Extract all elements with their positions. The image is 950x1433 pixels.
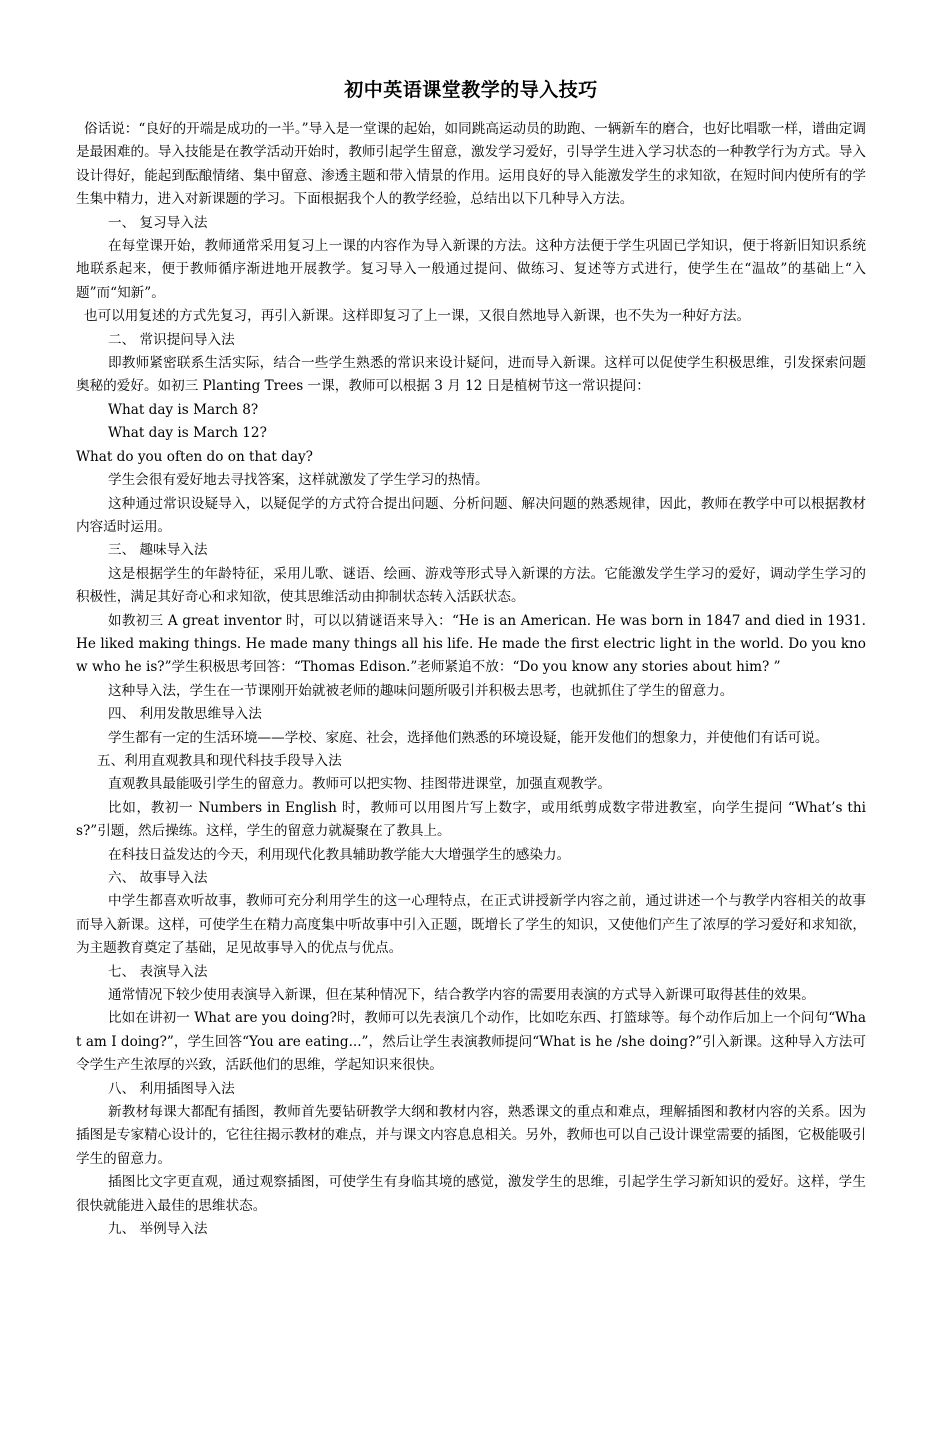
paragraph: 直观教具最能吸引学生的留意力。教师可以把实物、挂图带进课堂，加强直观教学。 <box>108 776 611 793</box>
paragraph: 插图比文字更直观，通过观察插图，可使学生有身临其境的感觉，激发学生的思维，引起学生学习新知识的爱好。这样，学生很快就能进入最佳的思维状态。 <box>76 1174 866 1214</box>
paragraph: 五、利用直观教具和现代科技手段导入法 <box>97 752 342 769</box>
paragraph: What do you often do on that day? <box>76 448 313 465</box>
paragraph: 一、 复习导入法 <box>108 214 208 231</box>
paragraph: 八、 利用插图导入法 <box>108 1080 235 1097</box>
paragraph: 九、 举例导入法 <box>108 1221 208 1238</box>
paragraph: 六、 故事导入法 <box>108 870 208 886</box>
paragraph: 新教材每课大都配有插图，教师首先要钻研教学大纲和教材内容，熟悉课文的重点和难点，理解插图和教材内容的关系。因为插图是专家精心设计的，它往往揭示教材的难点，并与课文内容息息相关。另外，教师也可以自己设计课堂需要的插图，它极能吸引学生的留意力。 <box>76 1104 866 1167</box>
paragraph: 七、 表演导入法 <box>108 963 208 980</box>
paragraph: 二、 常识提问导入法 <box>108 331 235 348</box>
document-page <box>76 76 866 1242</box>
paragraph: 即教师紧密联系生活实际，结合一些学生熟悉的常识来设计疑问，进而导入新课。这样可以促使学生积极思维，引发探索问题奥秘的爱好。如初三 Planting Trees 一课，教师可以根据 3 月 12 日是植树节这一常识提问： <box>76 355 866 395</box>
paragraph: What day is March 12? <box>108 425 267 442</box>
paragraph: 学生会很有爱好地去寻找答案，这样就激发了学生学习的热情。 <box>108 472 489 489</box>
paragraph: 在科技日益发达的今天，利用现代化教具辅助教学能大大增强学生的感染力。 <box>108 846 571 863</box>
paragraph: 三、 趣味导入法 <box>108 542 208 559</box>
paragraph: 也可以用复述的方式先复习，再引入新课。这样即复习了上一课，又很自然地导入新课，也不失为一种好方法。 <box>84 308 751 325</box>
paragraph: 中学生都喜欢听故事，教师可充分利用学生的这一心理特点，在正式讲授新学内容之前，通过讲述一个与教学内容相关的故事而导入新课。这样，可使学生在精力高度集中听故事中引入正题，既增长了学生的知识，又使他们产生了浓厚的学习爱好和求知欲，为主题教育奠定了基础，足见故事导入的优点与优点。 <box>76 893 866 957</box>
paragraph: 这种通过常识设疑导入，以疑促学的方式符合提出问题、分析问题、解决问题的熟悉规律，因此，教师在教学中可以根据教材内容适时运用。 <box>76 495 866 535</box>
paragraph: 通常情况下较少使用表演导入新课，但在某种情况下，结合教学内容的需要用表演的方式导入新课可取得甚佳的效果。 <box>108 987 815 1004</box>
paragraph: 如教初三 A great inventor 时，可以以猜谜语来导入：“He is an American. He was born in 1847 and died in 1931. He liked making things. He made many things all his life. He made the first electric light in the world. Do you know who he is?”学生积极思考回答：“Thomas Edison.”老师紧追不放：“Do you know any stories about him? ” <box>76 612 866 676</box>
paragraph: 这种导入法，学生在一节课刚开始就被老师的趣味问题所吸引并积极去思考，也就抓住了学生的留意力。 <box>108 682 734 699</box>
paragraph: 比如，教初一 Numbers in English 时，教师可以用图片写上数字，或用纸剪成数字带进教室，向学生提问 “What’s this?”引题，然后操练。这样，学生的留意力就凝聚在了教具上。 <box>76 799 866 840</box>
paragraph: 四、 利用发散思维导入法 <box>108 706 262 723</box>
paragraph: 比如在讲初一 What are you doing?时，教师可以先表演几个动作，比如吃东西、打篮球等。每个动作后加上一个问句“What am I doing?”，学生回答“You are eating...”，然后让学生表演教师提问“What is he /she doing?”引入新课。这种导入方法可令学生产生浓厚的兴致，活跃他们的思维，学起知识来很快。 <box>76 1010 866 1074</box>
paragraph: 学生都有一定的生活环境——学校、家庭、社会，选择他们熟悉的环境设疑，能开发他们的想象力，并使他们有话可说。 <box>108 729 829 746</box>
paragraph: 在每堂课开始，教师通常采用复习上一课的内容作为导入新课的方法。这种方法便于学生巩固已学知识，便于将新旧知识系统地联系起来，便于教师循序渐进地开展教学。复习导入一般通过提问、做练习、复述等方式进行，使学生在“温故”的基础上“入题”而“知新”。 <box>76 238 866 301</box>
paragraph: 这是根据学生的年龄特征，采用儿歌、谜语、绘画、游戏等形式导入新课的方法。它能激发学生学习的爱好，调动学生学习的积极性，满足其好奇心和求知欲，使其思维活动由抑制状态转入活跃状态。 <box>76 565 866 606</box>
document-body <box>76 118 866 1242</box>
paragraph: What day is March 8? <box>108 401 259 418</box>
document-title: 初中英语课堂教学的导入技巧 <box>344 79 598 101</box>
paragraph: 俗话说：“良好的开端是成功的一半。”导入是一堂课的起始，如同跳高运动员的助跑、一辆新车的磨合，也好比唱歌一样，谱曲定调是最困难的。导入技能是在教学活动开始时，教师引起学生留意，激发学习爱好，引导学生进入学习状态的一种教学行为方式。导入设计得好，能起到酝酿情绪、集中留意、渗透主题和带入情景的作用。运用良好的导入能激发学生的求知欲，在短时间内使所有的学生集中精力，进入对新课题的学习。下面根据我个人的教学经验，总结出以下几种导入方法。 <box>76 121 866 208</box>
